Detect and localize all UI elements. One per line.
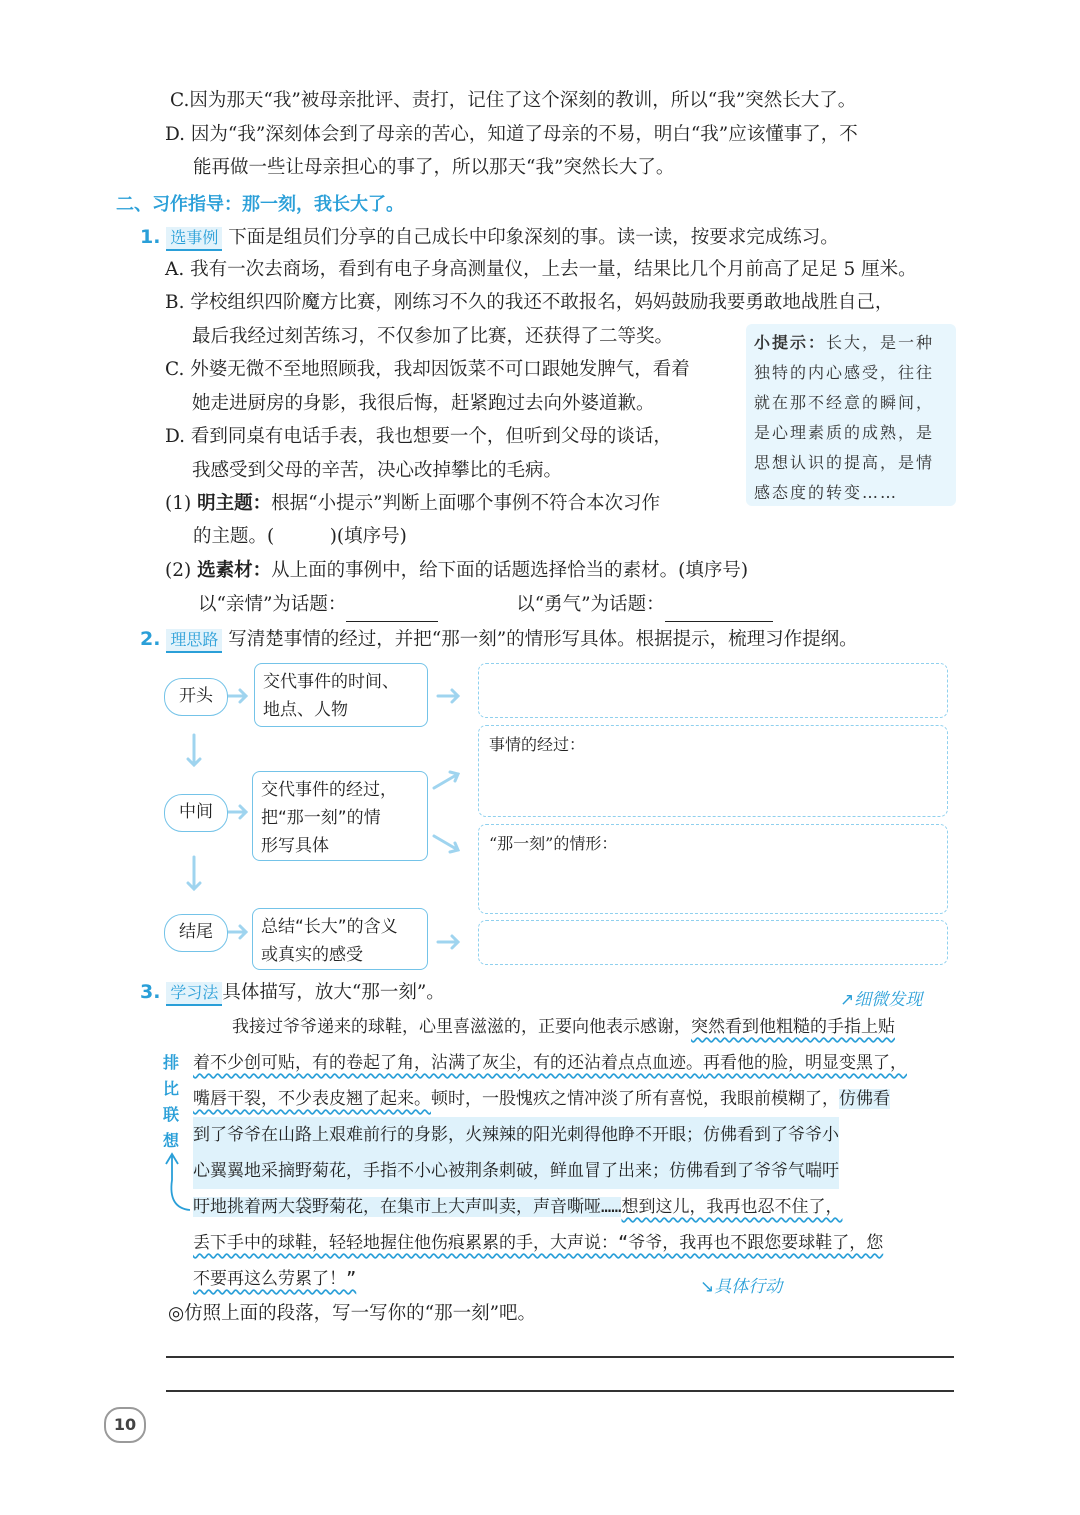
sub2-line1 [165, 554, 748, 588]
arrow-start-to-desc [228, 690, 246, 702]
start-answer-box[interactable] [478, 663, 948, 718]
note-side-char: 想 [162, 1131, 179, 1150]
q1-tag: 选事例 [166, 227, 222, 251]
hint-box [746, 324, 956, 506]
sub1-number: (1) [165, 493, 192, 514]
model-line-3 [193, 1081, 890, 1117]
moment-answer-box[interactable] [478, 824, 948, 914]
q1-option-c-line1: C. 外婆无微不至地照顾我，我却因饭菜不可口跟她发脾气，看着 [165, 359, 690, 380]
middle-desc-line: 把“那一刻”的情 [261, 808, 381, 828]
model-line-7: 丢下手中的球鞋，轻轻地握住他伤痕累累的手，大声说：“爷爷，我再也不跟您要球鞋了，您 [193, 1233, 884, 1253]
end-desc-line: 总结“长大”的含义 [261, 917, 398, 937]
moment-label: “那一刻”的情形： [489, 834, 618, 853]
outline-start-desc [254, 663, 428, 727]
note-detail: ↗细微发现 [840, 990, 923, 1010]
outline-start: 开头 [164, 678, 228, 716]
sub2-number: (2) [165, 560, 192, 581]
arrow-start-to-middle [188, 735, 200, 765]
note-detail-text: 细微发现 [854, 990, 923, 1010]
hint-label: 小提示： [754, 333, 827, 352]
model-line-2 [193, 1045, 907, 1081]
q1-instruction: 下面是组员们分享的自己成长中印象深刻的事。读一读，按要求完成练习。 [228, 227, 839, 248]
q1-option-a: A. 我有一次去商场，看到有电子身高测量仪，上去一量，结果比几个月前高了足足 5 厘米。 [165, 259, 917, 280]
model-line-6 [193, 1189, 842, 1225]
outline-middle: 中间 [164, 794, 228, 832]
model-text: 我接过爷爷递来的球鞋，心里喜滋滋的，正要向他表示感谢， [232, 1017, 691, 1037]
q3-tag: 学习法 [166, 982, 222, 1006]
sub1-line2: 的主题。( )(填序号) [193, 526, 407, 547]
note-side [160, 1050, 182, 1154]
outline-end: 结尾 [164, 914, 228, 952]
model-detail-text: 嘴唇干裂，不少表皮翘了起来。 [193, 1089, 431, 1109]
model-detail-text: 突然看到他粗糙的手指上贴 [691, 1017, 895, 1037]
topic-family-blank[interactable] [346, 595, 438, 622]
q3-number: 3. [140, 981, 161, 1003]
section-title: 二、习作指导：那一刻，我长大了。 [116, 194, 404, 215]
page-number: 10 [104, 1407, 146, 1443]
end-desc-line: 或真实的感受 [261, 945, 363, 965]
start-desc-line: 地点、人物 [263, 700, 348, 720]
hint-line: 就在那不经意的瞬间， [754, 393, 935, 412]
hint-line: 长大，是一种 [826, 333, 935, 352]
q1-header [140, 220, 839, 255]
q2-instruction: 写清楚事情的经过，并把“那一刻”的情形写具体。根据提示，梳理习作提纲。 [228, 629, 858, 650]
note-side-char: 联 [162, 1105, 179, 1124]
option-d-line2: 能再做一些让母亲担心的事了，所以那天“我”突然长大了。 [193, 157, 675, 178]
arrow-desc-to-box-end [438, 936, 458, 948]
writing-line[interactable] [166, 1356, 954, 1358]
model-line-5: 心翼翼地采摘野菊花，手指不小心被荆条刺破，鲜血冒了出来；仿佛看到了爷爷气喘吁 [193, 1153, 839, 1189]
middle-desc-line: 交代事件的经过， [261, 780, 397, 800]
arrow-desc-to-process [434, 772, 458, 788]
q1-option-d-line2: 我感受到父母的辛苦，决心改掉攀比的毛病。 [192, 460, 563, 481]
sub1-text: 根据“小提示”判断上面哪个事例不符合本次习作 [271, 493, 661, 514]
model-detail-text: 再看他的脸，明显变黑了， [703, 1053, 907, 1073]
sub2-text: 从上面的事例中，给下面的话题选择恰当的素材。(填序号) [271, 560, 749, 581]
outline-middle-desc [252, 771, 428, 861]
topic-family-label: 以“亲情”为话题： [198, 594, 347, 615]
q1-option-d-line1: D. 看到同桌有电话手表，我也想要一个，但听到父母的谈话， [165, 426, 672, 447]
process-answer-box[interactable] [478, 725, 948, 817]
model-highlight-text: 仿佛看 [839, 1089, 890, 1109]
q2-header [140, 622, 858, 657]
process-label: 事情的经过： [489, 735, 586, 754]
q3-task: ◎仿照上面的段落，写一写你的“那一刻”吧。 [168, 1303, 537, 1324]
option-c-text: C.因为那天“我”被母亲批评、责打，记住了这个深刻的教训，所以“我”突然长大了。 [170, 90, 857, 111]
hint-line: 是心理素质的成熟，是 [754, 423, 935, 442]
topic-courage-blank[interactable] [665, 595, 773, 622]
model-text: 顿时，一股愧疚之情冲淡了所有喜悦，我眼前模糊了， [431, 1089, 839, 1109]
arrow-end-to-desc [228, 926, 246, 938]
q2-number: 2. [140, 628, 161, 650]
topic-row [198, 588, 773, 622]
note-side-char: 比 [162, 1079, 179, 1098]
topic-courage-label: 以“勇气”为话题： [516, 594, 665, 615]
sub1-label: 明主题： [197, 493, 272, 514]
middle-desc-line: 形写具体 [261, 836, 329, 856]
start-desc-line: 交代事件的时间、 [263, 672, 399, 692]
model-action-text: 想到这儿，我再也忍不住了， [621, 1197, 843, 1217]
writing-line[interactable] [166, 1390, 954, 1392]
hint-line: 思想认识的提高，是情 [754, 453, 935, 472]
model-line-8: 不要再这么劳累了！” [193, 1269, 357, 1289]
option-d-line1: D. 因为“我”深刻体会到了母亲的苦心，知道了母亲的不易，明白“我”应该懂事了，不 [165, 124, 858, 145]
sub2-label: 选素材： [197, 560, 272, 581]
sub1-line1 [165, 487, 660, 521]
arrow-desc-to-box [438, 690, 458, 702]
q1-option-c-line2: 她走进厨房的身影，我很后悔，赶紧跑过去向外婆道歉。 [192, 393, 655, 414]
arrow-desc-to-moment [434, 836, 458, 852]
model-line-4: 到了爷爷在山路上艰难前行的身影，火辣辣的阳光刺得他睁不开眼；仿佛看到了爷爷小 [193, 1117, 839, 1153]
arrow-middle-to-desc [228, 806, 246, 818]
q3-instruction: 具体描写，放大“那一刻”。 [222, 982, 445, 1003]
note-action-text: 具体行动 [714, 1277, 783, 1297]
q1-number: 1. [140, 226, 161, 248]
outline-end-desc [252, 908, 428, 970]
q1-option-b-line2: 最后我经过刻苦练习，不仅参加了比赛，还获得了二等奖。 [192, 326, 674, 347]
q2-tag: 理思路 [166, 629, 222, 653]
q1-option-b-line1: B. 学校组织四阶魔方比赛，刚练习不久的我还不敢报名，妈妈鼓励我要勇敢地战胜自己， [165, 292, 894, 313]
end-answer-box[interactable] [478, 920, 948, 965]
hint-line: 感态度的转变…… [754, 483, 899, 502]
model-line-1 [232, 1009, 895, 1045]
arrow-middle-to-end [188, 857, 200, 889]
model-detail-text: 着不少创可贴，有的卷起了角，沾满了灰尘，有的还沾着点点血迹。 [193, 1053, 703, 1073]
model-highlight-text: 吁地挑着两大袋野菊花，在集市上大声叫卖，声音嘶哑…… [193, 1197, 622, 1217]
hint-line: 独特的内心感受，往往 [754, 363, 935, 382]
note-action: ↘具体行动 [700, 1277, 783, 1297]
note-side-char: 排 [162, 1053, 179, 1072]
q3-header [140, 975, 445, 1010]
